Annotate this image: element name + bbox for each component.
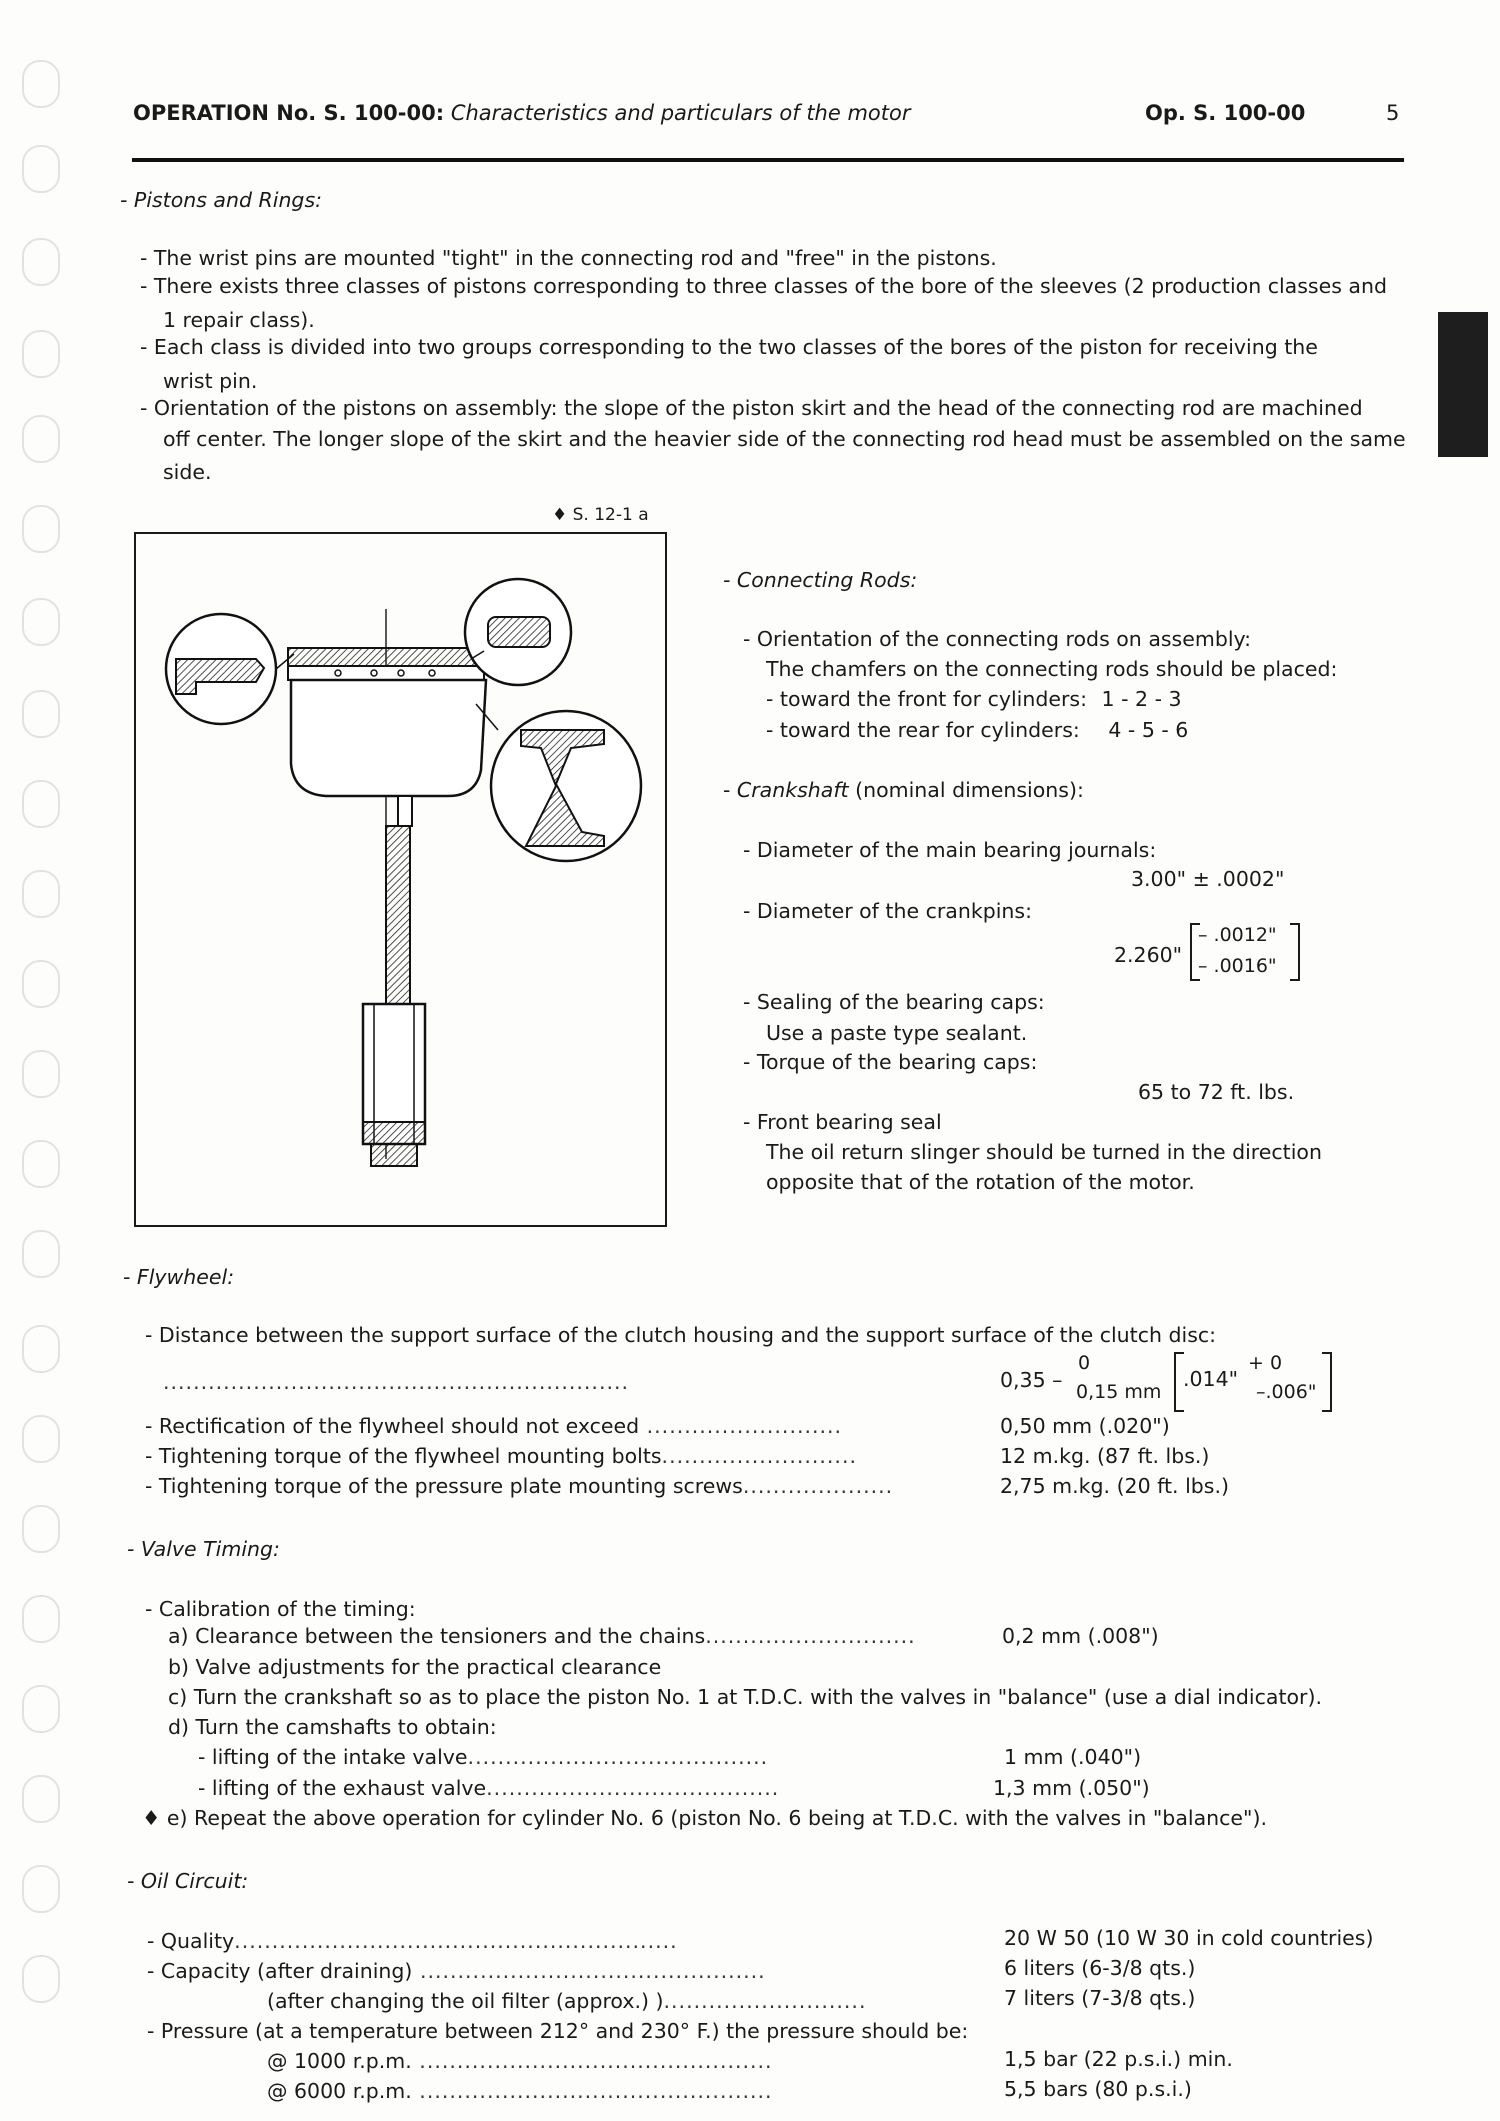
front-cylinders-value: 1 - 2 - 3	[1101, 687, 1182, 711]
piston-diagram-frame	[134, 532, 667, 1227]
crankshaft-heading-suffix: (nominal dimensions):	[848, 778, 1084, 802]
flywheel-spec-row	[145, 1474, 893, 1498]
front-seal-label: - Front bearing seal	[743, 1110, 942, 1134]
list-item: - There exists three classes of pistons corresponding to three classes of the bore of the sleeves (2 production classes and	[140, 274, 1387, 298]
flywheel-distance-label: - Distance between the support surface of the clutch housing and the support surface of the clutch disc:	[145, 1323, 1217, 1347]
leader-dots: ..........................	[639, 1414, 843, 1438]
pressure-1000-value: 1,5 bar (22 p.s.i.) min.	[1004, 2047, 1233, 2071]
section-heading-flywheel: - Flywheel:	[123, 1265, 235, 1289]
quality-value: 20 W 50 (10 W 30 in cold countries)	[1004, 1926, 1374, 1950]
section-heading-pistons: - Pistons and Rings:	[120, 188, 323, 212]
timing-step-e	[142, 1806, 1267, 1830]
spec-label: - Tightening torque of the flywheel mounting bolts	[145, 1444, 662, 1468]
capacity-label: - Capacity (after draining)	[147, 1959, 413, 1983]
binder-hole	[22, 1140, 60, 1188]
list-item: - Orientation of the pistons on assembly: the slope of the piston skirt and the head of the connecting rod are machined	[140, 396, 1363, 420]
capacity-filter-row	[267, 1989, 866, 2013]
pressure-6000-row	[267, 2079, 773, 2103]
header-rule	[132, 158, 1404, 162]
timing-step-b: b) Valve adjustments for the practical clearance	[168, 1655, 662, 1679]
leader-dots: ..............................................	[412, 1959, 766, 1983]
leader-dots: ...............................................	[411, 2049, 773, 2073]
flywheel-distance-nominal: 0,35 –	[1000, 1368, 1063, 1392]
list-item: off center. The longer slope of the skirt and the heavier side of the connecting rod head must be assembled on the same	[163, 427, 1406, 451]
leader-dots: ............................	[705, 1624, 916, 1648]
crankpin-label: - Diameter of the crankpins:	[743, 899, 1032, 923]
page-header	[133, 101, 910, 125]
binder-hole	[22, 415, 60, 463]
leader-dots: ...............................................	[411, 2079, 773, 2103]
binder-hole	[22, 1955, 60, 2003]
flywheel-distance-inch: .014"	[1183, 1367, 1239, 1391]
binder-hole	[22, 598, 60, 646]
rear-cylinders-label: - toward the rear for cylinders:	[766, 718, 1080, 742]
front-seal-line2: opposite that of the rotation of the motor.	[766, 1170, 1195, 1194]
binder-hole	[22, 1505, 60, 1553]
flywheel-distance-inch-bottom: –.006"	[1256, 1381, 1317, 1403]
flywheel-distance-tol-top: 0	[1078, 1352, 1091, 1374]
flywheel-distance-tol-bottom: 0,15 mm	[1076, 1381, 1162, 1403]
leader-dots: .......................................	[486, 1776, 780, 1800]
heading-dash: -	[723, 778, 737, 802]
binder-hole	[22, 330, 60, 378]
binder-hole	[22, 1230, 60, 1278]
list-item: - Each class is divided into two groups corresponding to the two classes of the bores of the piston for receiving the	[140, 335, 1318, 359]
quality-row	[147, 1929, 678, 1953]
leader-dots: ...........................	[663, 1989, 867, 2013]
bracket-right	[1290, 923, 1300, 981]
capacity-filter-label: (after changing the oil filter (approx.) )	[267, 1989, 664, 2013]
spec-value: 0,50 mm (.020")	[1000, 1414, 1170, 1438]
leader-dots: ...........................................................	[234, 1929, 678, 1953]
binder-hole	[22, 1685, 60, 1733]
exhaust-row	[198, 1776, 779, 1800]
operation-label: OPERATION No. S. 100-00:	[133, 101, 445, 125]
binder-hole	[22, 1775, 60, 1823]
pressure-label: - Pressure (at a temperature between 212° and 230° F.) the pressure should be:	[147, 2019, 969, 2043]
pressure-1000-label: @ 1000 r.p.m.	[267, 2049, 412, 2073]
crankshaft-heading: Crankshaft	[736, 778, 849, 802]
front-cylinders-label: - toward the front for cylinders:	[766, 687, 1087, 711]
step-label: a) Clearance between the tensioners and the chains	[168, 1624, 706, 1648]
binder-hole	[22, 1865, 60, 1913]
piston-connecting-rod-diagram	[136, 534, 664, 1224]
leader-dots: ........................................	[467, 1745, 769, 1769]
flywheel-spec-row	[145, 1414, 842, 1438]
intake-label: - lifting of the intake valve	[198, 1745, 468, 1769]
bracket-right	[1322, 1352, 1332, 1412]
front-seal-line1: The oil return slinger should be turned in the direction	[766, 1140, 1322, 1164]
page-number: 5	[1386, 101, 1400, 125]
rear-cylinders-row	[766, 718, 1188, 742]
leader-dots: ..............................................................	[163, 1370, 630, 1394]
crankpin-nominal: 2.260"	[1114, 943, 1183, 967]
timing-step-a	[168, 1624, 916, 1648]
step-a-value: 0,2 mm (.008")	[1002, 1624, 1159, 1648]
capacity-filter-value: 7 liters (7-3/8 qts.)	[1004, 1986, 1196, 2010]
list-item: - The wrist pins are mounted "tight" in the connecting rod and "free" in the pistons.	[140, 246, 997, 270]
section-heading-crankshaft	[723, 778, 1084, 802]
section-tab-marker	[1438, 312, 1488, 457]
binder-hole	[22, 1325, 60, 1373]
flywheel-spec-row	[145, 1444, 857, 1468]
binder-hole	[22, 960, 60, 1008]
binder-hole	[22, 60, 60, 108]
binder-hole	[22, 238, 60, 286]
pressure-6000-label: @ 6000 r.p.m.	[267, 2079, 412, 2103]
binder-hole	[22, 505, 60, 553]
pressure-6000-value: 5,5 bars (80 p.s.i.)	[1004, 2077, 1192, 2101]
capacity-value: 6 liters (6-3/8 qts.)	[1004, 1956, 1196, 1980]
intake-value: 1 mm (.040")	[1004, 1745, 1142, 1769]
binder-hole	[22, 1415, 60, 1463]
flywheel-distance-inch-top: + 0	[1248, 1352, 1283, 1374]
sealing-label: - Sealing of the bearing caps:	[743, 990, 1045, 1014]
crankpin-tolerance-lower: – .0016"	[1198, 955, 1277, 977]
binder-hole	[22, 1595, 60, 1643]
binder-hole	[22, 1050, 60, 1098]
spec-label: - Rectification of the flywheel should not exceed	[145, 1414, 640, 1438]
main-journal-value: 3.00" ± .0002"	[1131, 867, 1285, 891]
figure-reference: ♦ S. 12-1 a	[552, 505, 649, 525]
spec-value: 12 m.kg. (87 ft. lbs.)	[1000, 1444, 1210, 1468]
intake-row	[198, 1745, 768, 1769]
section-heading-valve-timing: - Valve Timing:	[127, 1537, 280, 1561]
calibration-label: - Calibration of the timing:	[145, 1597, 416, 1621]
step-e-text: e) Repeat the above operation for cylinder No. 6 (piston No. 6 being at T.D.C. with the valves in "balance").	[166, 1806, 1267, 1830]
main-journal-label: - Diameter of the main bearing journals:	[743, 838, 1157, 862]
section-heading-oil-circuit: - Oil Circuit:	[127, 1869, 249, 1893]
capacity-row	[147, 1959, 766, 1983]
leader-dots: ....................	[742, 1474, 894, 1498]
exhaust-label: - lifting of the exhaust valve	[198, 1776, 487, 1800]
sealing-value: Use a paste type sealant.	[766, 1021, 1028, 1045]
binder-hole	[22, 780, 60, 828]
torque-label: - Torque of the bearing caps:	[743, 1050, 1038, 1074]
binder-hole	[22, 870, 60, 918]
spec-label: - Tightening torque of the pressure plate mounting screws	[145, 1474, 743, 1498]
section-heading-connecting-rods: - Connecting Rods:	[723, 568, 918, 592]
torque-value: 65 to 72 ft. lbs.	[1138, 1080, 1295, 1104]
connecting-rods-orientation: - Orientation of the connecting rods on assembly:	[743, 627, 1252, 651]
spec-value: 2,75 m.kg. (20 ft. lbs.)	[1000, 1474, 1229, 1498]
connecting-rods-chamfers: The chamfers on the connecting rods should be placed:	[766, 657, 1338, 681]
timing-step-d: d) Turn the camshafts to obtain:	[168, 1715, 497, 1739]
crankpin-tolerance-upper: – .0012"	[1198, 924, 1277, 946]
exhaust-value: 1,3 mm (.050")	[993, 1776, 1150, 1800]
list-item: 1 repair class).	[163, 308, 315, 332]
diamond-marker-icon: ♦	[142, 1806, 161, 1830]
binder-hole	[22, 690, 60, 738]
pressure-1000-row	[267, 2049, 773, 2073]
front-cylinders-row	[766, 687, 1182, 711]
rear-cylinders-value: 4 - 5 - 6	[1108, 718, 1189, 742]
binder-hole	[22, 145, 60, 193]
operation-title: Characteristics and particulars of the motor	[450, 101, 911, 125]
quality-label: - Quality	[147, 1929, 235, 1953]
operation-ref: Op. S. 100-00	[1145, 101, 1306, 125]
leader-dots: ..........................	[661, 1444, 857, 1468]
list-item: wrist pin.	[163, 369, 258, 393]
list-item: side.	[163, 460, 212, 484]
timing-step-c: c) Turn the crankshaft so as to place the piston No. 1 at T.D.C. with the valves in "balance" (use a dial indicator).	[168, 1685, 1322, 1709]
